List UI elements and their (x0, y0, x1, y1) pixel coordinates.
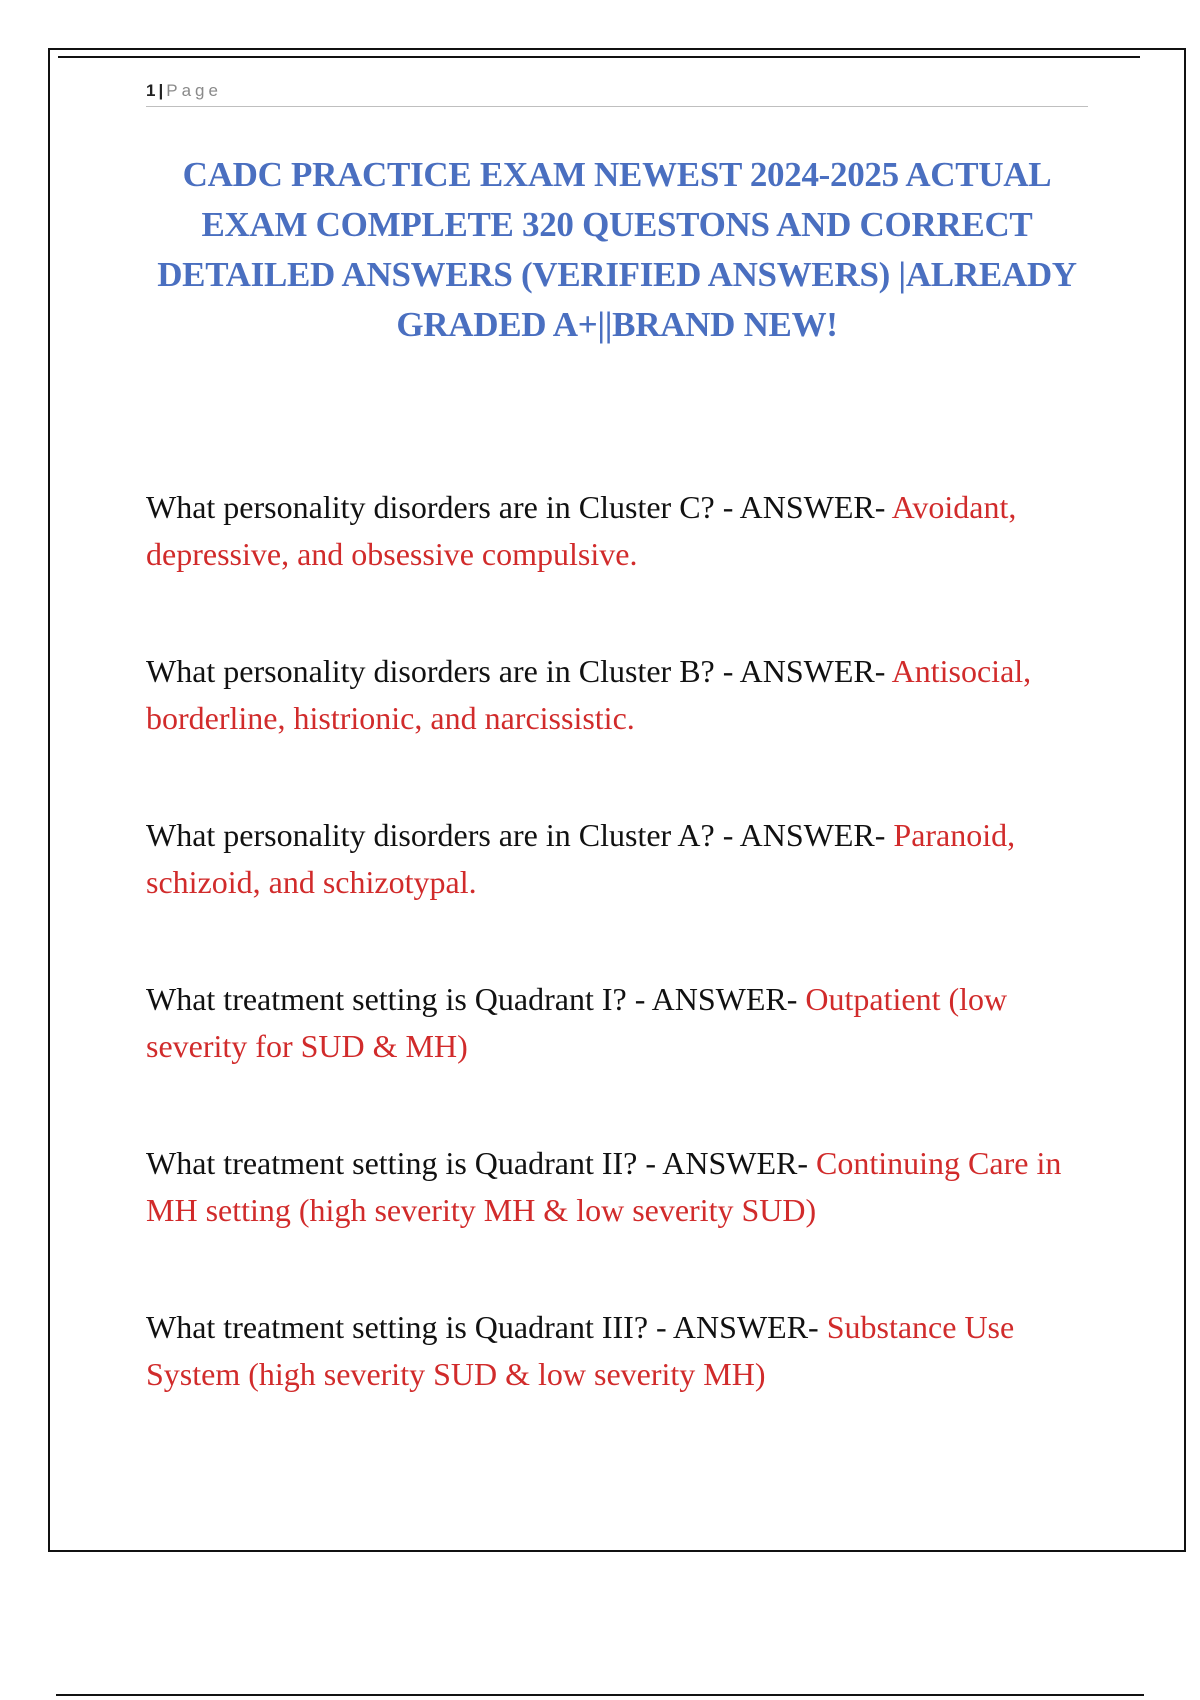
question-text: What personality disorders are in Cluster B? - ANSWER- (146, 653, 886, 689)
question-text: What treatment setting is Quadrant I? - ANSWER- (146, 981, 798, 1017)
answer-text: Continuing Care in MH setting (high severity MH & low severity SUD) (146, 1145, 1062, 1228)
question-text: What treatment setting is Quadrant III? - ANSWER- (146, 1309, 819, 1345)
qa-item (146, 648, 1084, 742)
answer-text: Avoidant, depressive, and obsessive compulsive. (146, 489, 1017, 572)
question-text: What personality disorders are in Cluster A? - ANSWER- (146, 817, 886, 853)
answer-text: Substance Use System (high severity SUD & low severity MH) (146, 1309, 1015, 1392)
qa-item (146, 812, 1084, 906)
answer-text: Paranoid, schizoid, and schizotypal. (146, 817, 1016, 900)
page-number: 1 (146, 81, 156, 100)
top-rule (58, 56, 1140, 58)
qa-item (146, 484, 1084, 578)
answer-text: Outpatient (low severity for SUD & MH) (146, 981, 1008, 1064)
qa-item (146, 976, 1084, 1070)
page-label: Page (166, 81, 222, 100)
page-frame (48, 48, 1186, 1552)
next-page-rule (56, 1694, 1144, 1696)
question-text: What personality disorders are in Cluster C? - ANSWER- (146, 489, 886, 525)
qa-item (146, 1304, 1084, 1398)
answer-text: Antisocial, borderline, histrionic, and narcissistic. (146, 653, 1032, 736)
qa-list (146, 484, 1084, 1468)
page-separator: | (158, 81, 164, 100)
page-header (146, 76, 1088, 107)
question-text: What treatment setting is Quadrant II? - ANSWER- (146, 1145, 809, 1181)
document-title: CADC PRACTICE EXAM NEWEST 2024-2025 ACTUAL EXAM COMPLETE 320 QUESTONS AND CORRECT DETAILED ANSWERS (VERIFIED ANSWERS) |ALREADY GRADED A+||BRAND NEW! (157, 155, 1077, 344)
qa-item (146, 1140, 1084, 1234)
